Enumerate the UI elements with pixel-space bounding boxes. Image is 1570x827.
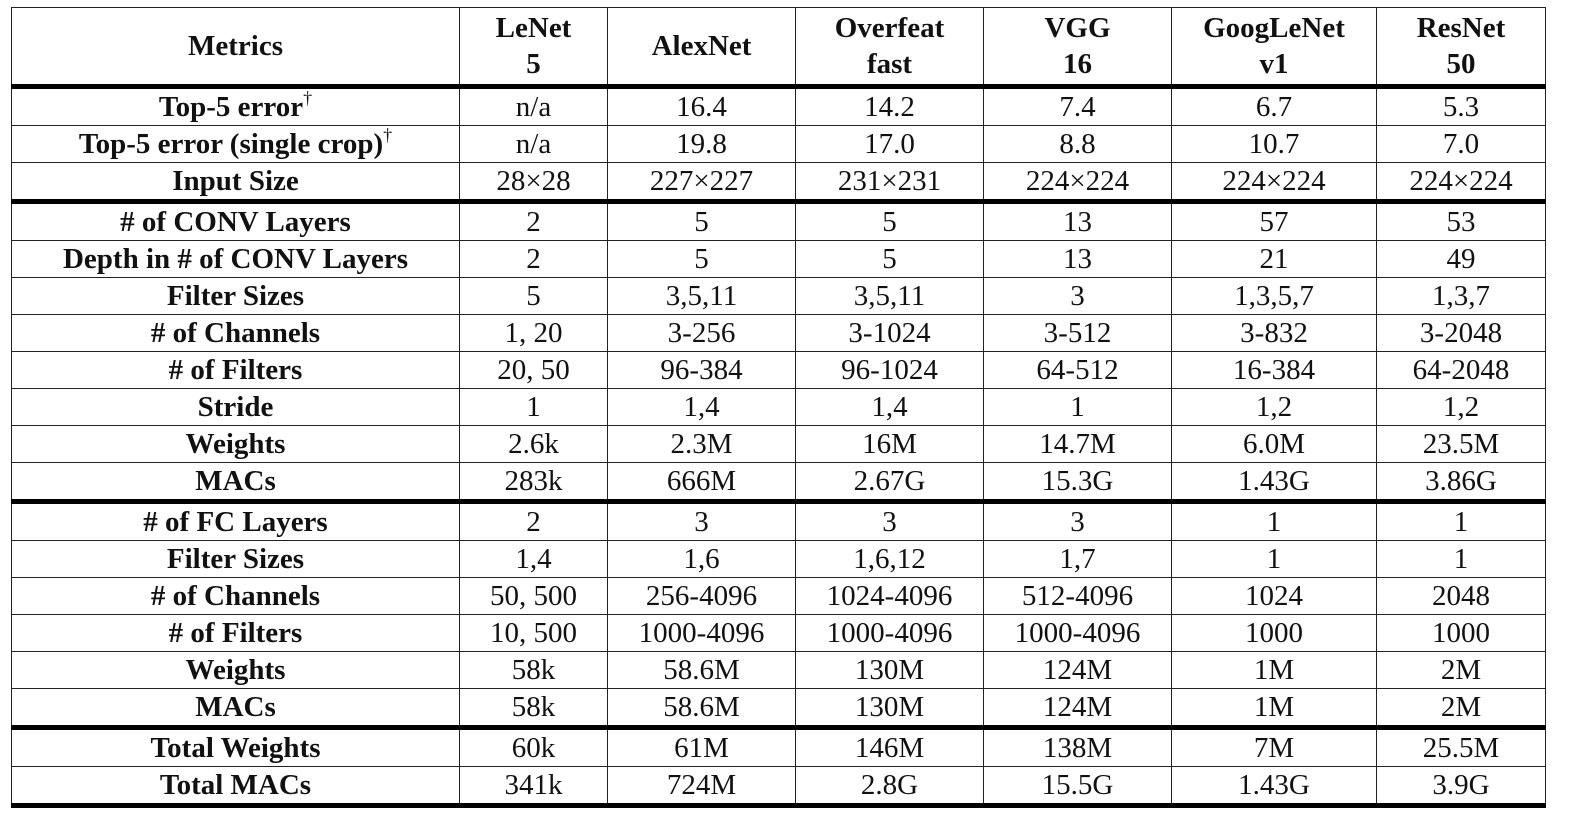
table-row — [12, 615, 1546, 652]
metric-text: # of CONV Layers — [120, 205, 351, 238]
header-model-line: 50 — [1446, 48, 1476, 80]
table-cell: 21 — [1172, 241, 1377, 278]
table-cell: 3 — [608, 502, 796, 541]
metric-text: # of Filters — [168, 616, 303, 649]
table-cell: 512-4096 — [984, 578, 1172, 615]
table-cell: 50, 500 — [460, 578, 608, 615]
cnn-comparison-table — [11, 7, 1546, 808]
table-cell: 3-512 — [984, 315, 1172, 352]
table-cell: 49 — [1377, 241, 1546, 278]
metric-label — [12, 463, 460, 502]
table-cell: 341k — [460, 767, 608, 806]
table-cell: 231×231 — [796, 163, 984, 202]
table-cell: 13 — [984, 241, 1172, 278]
table-cell: 1 — [1377, 502, 1546, 541]
table-cell: 7M — [1172, 728, 1377, 767]
table-row — [12, 426, 1546, 463]
table-cell: 1,6 — [608, 541, 796, 578]
footnote-mark: † — [303, 87, 313, 108]
metric-text: Input Size — [172, 164, 299, 197]
table-cell: 2.67G — [796, 463, 984, 502]
table-cell: 16M — [796, 426, 984, 463]
table-cell: 96-384 — [608, 352, 796, 389]
table-cell: 224×224 — [1172, 163, 1377, 202]
table-cell: 7.4 — [984, 87, 1172, 126]
metric-label — [12, 767, 460, 806]
header-model-1 — [608, 8, 796, 87]
metric-text: Stride — [197, 390, 274, 423]
table-cell: 58.6M — [608, 689, 796, 728]
table-cell: n/a — [460, 87, 608, 126]
table-cell: 10, 500 — [460, 615, 608, 652]
table-row — [12, 541, 1546, 578]
table-cell: 2.3M — [608, 426, 796, 463]
table-cell: 64-512 — [984, 352, 1172, 389]
header-model-line: v1 — [1259, 48, 1289, 80]
table-cell: 1,2 — [1172, 389, 1377, 426]
table-cell: 6.0M — [1172, 426, 1377, 463]
table-cell: 1 — [1377, 541, 1546, 578]
table-cell: 666M — [608, 463, 796, 502]
table-cell: 16.4 — [608, 87, 796, 126]
table-row — [12, 728, 1546, 767]
table-cell: 14.7M — [984, 426, 1172, 463]
table-cell: n/a — [460, 126, 608, 163]
table-cell: 1, 20 — [460, 315, 608, 352]
table-cell: 96-1024 — [796, 352, 984, 389]
metric-label — [12, 541, 460, 578]
table-cell: 8.8 — [984, 126, 1172, 163]
metric-label — [12, 426, 460, 463]
table-cell: 5.3 — [1377, 87, 1546, 126]
table-cell: 2 — [460, 202, 608, 241]
table-cell: 1 — [1172, 502, 1377, 541]
table-row — [12, 241, 1546, 278]
table-cell: 2M — [1377, 652, 1546, 689]
table-cell: 1,7 — [984, 541, 1172, 578]
header-model-line: ResNet — [1416, 12, 1506, 44]
table-cell: 58k — [460, 689, 608, 728]
header-model-line: 5 — [526, 48, 541, 80]
table-cell: 16-384 — [1172, 352, 1377, 389]
table-cell: 1000-4096 — [608, 615, 796, 652]
table-cell: 2.8G — [796, 767, 984, 806]
metric-label — [12, 278, 460, 315]
table-cell: 2.6k — [460, 426, 608, 463]
table-cell: 283k — [460, 463, 608, 502]
table-cell: 14.2 — [796, 87, 984, 126]
metric-text: Weights — [185, 427, 286, 460]
metric-label — [12, 615, 460, 652]
table-cell: 1M — [1172, 652, 1377, 689]
table-cell: 10.7 — [1172, 126, 1377, 163]
table-cell: 3-2048 — [1377, 315, 1546, 352]
table-row — [12, 578, 1546, 615]
table-cell: 1,6,12 — [796, 541, 984, 578]
table-cell: 5 — [796, 241, 984, 278]
header-model-line: 16 — [1063, 48, 1092, 80]
table-cell: 1.43G — [1172, 767, 1377, 806]
table-row — [12, 163, 1546, 202]
table-cell: 1.43G — [1172, 463, 1377, 502]
header-model-line: Overfeat — [834, 12, 945, 44]
header-model-line: GoogLeNet — [1203, 12, 1345, 44]
header-metrics: Metrics — [12, 8, 460, 87]
table-cell: 1000-4096 — [984, 615, 1172, 652]
table-row — [12, 278, 1546, 315]
table-cell: 130M — [796, 652, 984, 689]
table-cell: 5 — [460, 278, 608, 315]
table-cell: 1 — [1172, 541, 1377, 578]
table-cell: 3 — [796, 502, 984, 541]
table-cell: 227×227 — [608, 163, 796, 202]
footnote-mark: † — [383, 125, 393, 145]
metric-text: Top-5 error — [158, 90, 304, 123]
metric-label — [12, 163, 460, 202]
metric-text: Filter Sizes — [166, 279, 305, 312]
table-row — [12, 502, 1546, 541]
table-cell: 1,4 — [460, 541, 608, 578]
table-row — [12, 126, 1546, 163]
table-cell: 1 — [984, 389, 1172, 426]
table-cell: 5 — [608, 202, 796, 241]
table-cell: 5 — [608, 241, 796, 278]
metric-text: MACs — [195, 690, 276, 723]
metric-label — [12, 689, 460, 728]
table-cell: 3,5,11 — [608, 278, 796, 315]
table-cell: 17.0 — [796, 126, 984, 163]
header-model-5 — [1377, 8, 1546, 87]
table-cell: 60k — [460, 728, 608, 767]
table-cell: 58.6M — [608, 652, 796, 689]
header-row — [12, 8, 1546, 87]
metric-label — [12, 352, 460, 389]
metric-text: # of Channels — [150, 316, 321, 349]
metric-label — [12, 126, 460, 163]
table-cell: 64-2048 — [1377, 352, 1546, 389]
table-cell: 130M — [796, 689, 984, 728]
table-cell: 1,4 — [796, 389, 984, 426]
table-cell: 1,3,7 — [1377, 278, 1546, 315]
table-cell: 15.3G — [984, 463, 1172, 502]
table-cell: 3-1024 — [796, 315, 984, 352]
table-cell: 3,5,11 — [796, 278, 984, 315]
header-model-3 — [984, 8, 1172, 87]
metric-label — [12, 502, 460, 541]
table-cell: 1000 — [1172, 615, 1377, 652]
metric-label — [12, 578, 460, 615]
table-cell: 3-832 — [1172, 315, 1377, 352]
header-model-line: AlexNet — [651, 30, 752, 62]
table-cell: 6.7 — [1172, 87, 1377, 126]
metric-label — [12, 389, 460, 426]
metric-text: Depth in # of CONV Layers — [62, 242, 409, 275]
metric-label — [12, 87, 460, 126]
metric-label — [12, 652, 460, 689]
table-cell: 3.86G — [1377, 463, 1546, 502]
header-model-line: LeNet — [495, 12, 572, 44]
table-cell: 61M — [608, 728, 796, 767]
metric-label — [12, 728, 460, 767]
table-cell: 7.0 — [1377, 126, 1546, 163]
table-row — [12, 352, 1546, 389]
table-cell: 224×224 — [984, 163, 1172, 202]
table-cell: 124M — [984, 689, 1172, 728]
table-cell: 25.5M — [1377, 728, 1546, 767]
table-cell: 224×224 — [1377, 163, 1546, 202]
table-cell: 3 — [984, 278, 1172, 315]
table-cell: 23.5M — [1377, 426, 1546, 463]
table-cell: 1,3,5,7 — [1172, 278, 1377, 315]
table-body — [12, 87, 1546, 806]
table-cell: 58k — [460, 652, 608, 689]
table-cell: 1M — [1172, 689, 1377, 728]
header-model-2 — [796, 8, 984, 87]
table-row — [12, 463, 1546, 502]
table-cell: 2M — [1377, 689, 1546, 728]
table-cell: 20, 50 — [460, 352, 608, 389]
table-cell: 2 — [460, 502, 608, 541]
table-cell: 138M — [984, 728, 1172, 767]
table-cell: 1,2 — [1377, 389, 1546, 426]
table-cell: 724M — [608, 767, 796, 806]
table-cell: 1,4 — [608, 389, 796, 426]
table-cell: 3-256 — [608, 315, 796, 352]
metric-text: Filter Sizes — [166, 542, 305, 575]
metric-label — [12, 202, 460, 241]
table-cell: 15.5G — [984, 767, 1172, 806]
table-row — [12, 652, 1546, 689]
table-cell: 57 — [1172, 202, 1377, 241]
header-model-line: fast — [866, 48, 913, 80]
metric-text: # of Filters — [168, 353, 303, 386]
table-cell: 1000-4096 — [796, 615, 984, 652]
table-cell: 146M — [796, 728, 984, 767]
metric-text: Total MACs — [159, 768, 312, 801]
table-cell: 256-4096 — [608, 578, 796, 615]
header-model-4 — [1172, 8, 1377, 87]
header-model-0 — [460, 8, 608, 87]
table-cell: 19.8 — [608, 126, 796, 163]
metric-text: Weights — [185, 653, 286, 686]
metric-label — [12, 315, 460, 352]
table-cell: 2048 — [1377, 578, 1546, 615]
table-cell: 1024 — [1172, 578, 1377, 615]
table-row — [12, 767, 1546, 806]
table-row — [12, 202, 1546, 241]
table-header — [12, 8, 1546, 87]
table-cell: 1024-4096 — [796, 578, 984, 615]
table-row — [12, 87, 1546, 126]
table-row — [12, 389, 1546, 426]
table-cell: 124M — [984, 652, 1172, 689]
table-cell: 3.9G — [1377, 767, 1546, 806]
table-row — [12, 689, 1546, 728]
metric-text: # of Channels — [150, 579, 321, 612]
table-cell: 5 — [796, 202, 984, 241]
metric-text: # of FC Layers — [143, 505, 328, 538]
table-cell: 3 — [984, 502, 1172, 541]
metric-text: Top-5 error (single crop) — [78, 127, 384, 160]
table-cell: 1000 — [1377, 615, 1546, 652]
table-cell: 28×28 — [460, 163, 608, 202]
table-cell: 13 — [984, 202, 1172, 241]
metric-text: Total Weights — [150, 731, 321, 764]
metric-label — [12, 241, 460, 278]
header-model-line: VGG — [1044, 12, 1111, 44]
table-row — [12, 315, 1546, 352]
table-cell: 1 — [460, 389, 608, 426]
table-cell: 2 — [460, 241, 608, 278]
metric-text: MACs — [195, 464, 276, 497]
table-cell: 53 — [1377, 202, 1546, 241]
